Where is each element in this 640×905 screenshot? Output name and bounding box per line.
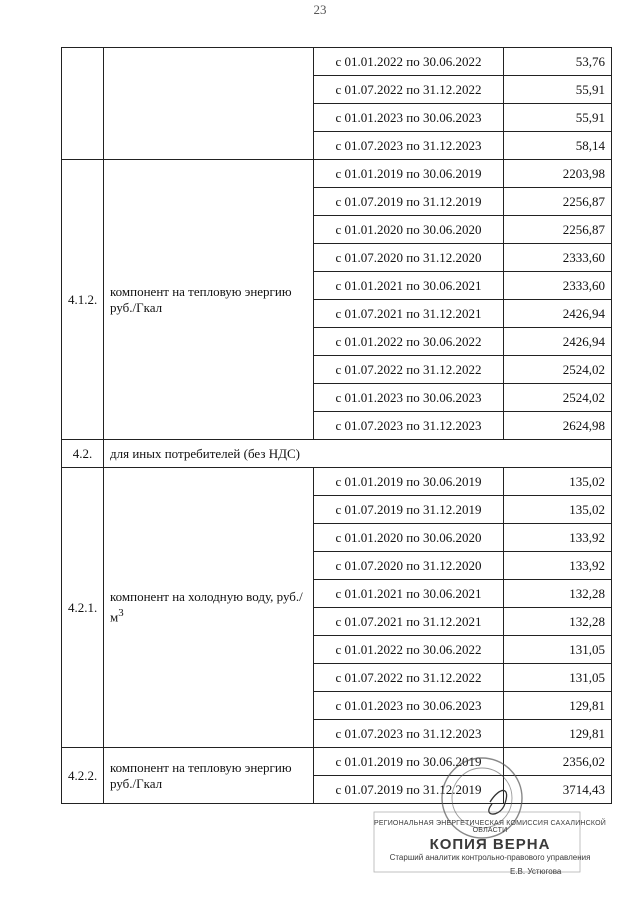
period-cell: с 01.01.2020 по 30.06.2020 — [314, 524, 504, 552]
section-title-cell: для иных потребителей (без НДС) — [104, 440, 612, 468]
table-row — [62, 160, 612, 188]
value-cell: 55,91 — [504, 104, 612, 132]
period-cell: с 01.01.2023 по 30.06.2023 — [314, 384, 504, 412]
period-cell: с 01.07.2022 по 31.12.2022 — [314, 76, 504, 104]
value-cell: 2524,02 — [504, 356, 612, 384]
value-cell: 129,81 — [504, 692, 612, 720]
value-cell: 2624,98 — [504, 412, 612, 440]
stamp-signatory-name: Е.В. Устюгова — [510, 867, 562, 876]
value-cell: 2333,60 — [504, 272, 612, 300]
value-cell: 133,92 — [504, 524, 612, 552]
value-cell: 2256,87 — [504, 188, 612, 216]
period-cell: с 01.01.2022 по 30.06.2022 — [314, 328, 504, 356]
period-cell: с 01.01.2019 по 30.06.2019 — [314, 748, 504, 776]
period-cell: с 01.07.2019 по 31.12.2019 — [314, 496, 504, 524]
value-cell: 53,76 — [504, 48, 612, 76]
period-cell: с 01.01.2022 по 30.06.2022 — [314, 636, 504, 664]
period-cell: с 01.07.2023 по 31.12.2023 — [314, 132, 504, 160]
section-number-cell: 4.2. — [62, 440, 104, 468]
period-cell: с 01.07.2022 по 31.12.2022 — [314, 356, 504, 384]
item-name-cell — [104, 468, 314, 748]
period-cell: с 01.07.2020 по 31.12.2020 — [314, 244, 504, 272]
period-cell: с 01.07.2023 по 31.12.2023 — [314, 720, 504, 748]
item-name-cell: компонент на тепловую энергию руб./Гкал — [104, 748, 314, 804]
value-cell: 129,81 — [504, 720, 612, 748]
item-number-cell — [62, 48, 104, 160]
period-cell: с 01.01.2021 по 30.06.2021 — [314, 272, 504, 300]
value-cell: 135,02 — [504, 468, 612, 496]
item-name-cell: компонент на тепловую энергию руб./Гкал — [104, 160, 314, 440]
item-number-cell: 4.1.2. — [62, 160, 104, 440]
period-cell: с 01.07.2020 по 31.12.2020 — [314, 552, 504, 580]
period-cell: с 01.07.2022 по 31.12.2022 — [314, 664, 504, 692]
table-row — [62, 48, 612, 76]
value-cell: 132,28 — [504, 580, 612, 608]
item-number-cell: 4.2.1. — [62, 468, 104, 748]
period-cell: с 01.01.2022 по 30.06.2022 — [314, 48, 504, 76]
period-cell: с 01.07.2021 по 31.12.2021 — [314, 300, 504, 328]
period-cell: с 01.07.2019 по 31.12.2019 — [314, 188, 504, 216]
unit-superscript: 3 — [118, 607, 124, 620]
value-cell: 132,28 — [504, 608, 612, 636]
value-cell: 3714,43 — [504, 776, 612, 804]
page-number: 23 — [313, 2, 327, 17]
stamp-position: Старший аналитик контрольно-правового управления — [389, 853, 591, 862]
period-cell: с 01.01.2023 по 30.06.2023 — [314, 104, 504, 132]
period-cell: с 01.01.2023 по 30.06.2023 — [314, 692, 504, 720]
value-cell: 2524,02 — [504, 384, 612, 412]
signature — [489, 790, 507, 814]
value-cell: 2333,60 — [504, 244, 612, 272]
period-cell: с 01.01.2019 по 30.06.2019 — [314, 468, 504, 496]
item-name-text: компонент на холодную воду, руб./м — [110, 589, 303, 625]
value-cell: 131,05 — [504, 664, 612, 692]
period-cell: с 01.01.2019 по 30.06.2019 — [314, 160, 504, 188]
stamp-title: КОПИЯ ВЕРНА — [429, 836, 551, 853]
value-cell: 58,14 — [504, 132, 612, 160]
value-cell: 2426,94 — [504, 300, 612, 328]
value-cell: 55,91 — [504, 76, 612, 104]
item-name-cell — [104, 48, 314, 160]
seal-inner-ring — [452, 768, 512, 828]
table-row — [62, 468, 612, 496]
stamp-organization: РЕГИОНАЛЬНАЯ ЭНЕРГЕТИЧЕСКАЯ КОМИССИЯ САХАЛИНСКОЙ ОБЛАСТИ — [373, 820, 607, 834]
period-cell: с 01.01.2021 по 30.06.2021 — [314, 580, 504, 608]
stamp-text-block — [370, 820, 610, 862]
period-cell: с 01.07.2023 по 31.12.2023 — [314, 412, 504, 440]
value-cell: 131,05 — [504, 636, 612, 664]
period-cell: с 01.07.2021 по 31.12.2021 — [314, 608, 504, 636]
period-cell: с 01.07.2019 по 31.12.2019 — [314, 776, 504, 804]
value-cell: 2356,02 — [504, 748, 612, 776]
period-cell: с 01.01.2020 по 30.06.2020 — [314, 216, 504, 244]
value-cell: 135,02 — [504, 496, 612, 524]
tariff-table — [61, 47, 612, 804]
section-row — [62, 440, 612, 468]
item-number-cell: 4.2.2. — [62, 748, 104, 804]
value-cell: 2426,94 — [504, 328, 612, 356]
value-cell: 2256,87 — [504, 216, 612, 244]
value-cell: 2203,98 — [504, 160, 612, 188]
value-cell: 133,92 — [504, 552, 612, 580]
